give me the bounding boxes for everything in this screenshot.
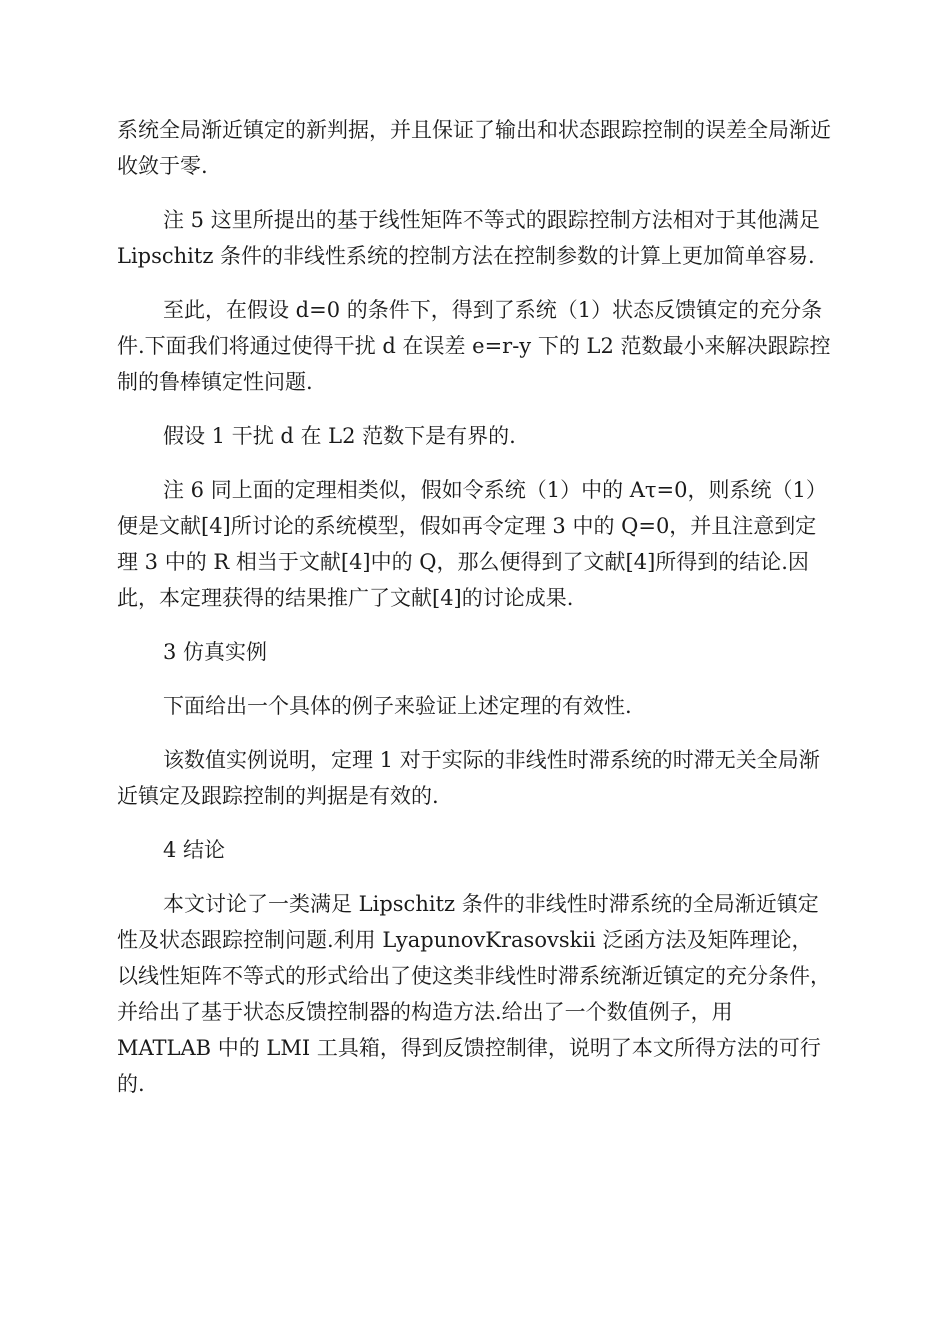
paragraph-example-result: 该数值实例说明，定理 1 对于实际的非线性时滞系统的时滞无关全局渐近镇定及跟踪控制的判据是有效的. — [117, 748, 820, 808]
paragraph-example-intro: 下面给出一个具体的例子来验证上述定理的有效性. — [163, 694, 632, 718]
document-body — [117, 112, 833, 1120]
paragraph-stabilization: 至此，在假设 d=0 的条件下，得到了系统（1）状态反馈镇定的充分条件.下面我们将通过使得干扰 d 在误差 e=r-y 下的 L2 范数最小来解决跟踪控制的鲁棒镇定性问题. — [117, 298, 831, 394]
paragraph-continuation: 系统全局渐近镇定的新判据，并且保证了输出和状态跟踪控制的误差全局渐近收敛于零. — [117, 118, 831, 178]
section-heading-conclusion: 4 结论 — [163, 838, 226, 862]
paragraph-note-6: 注 6 同上面的定理相类似，假如令系统（1）中的 Aτ=0，则系统（1）便是文献[4]所讨论的系统模型，假如再令定理 3 中的 Q=0，并且注意到定理 3 中的 R 相当于文献[4]中的 Q，那么便得到了文献[4]所得到的结论.因此，本定理获得的结果推广了文献[4]的讨论成果. — [117, 478, 827, 610]
section-heading-simulation: 3 仿真实例 — [163, 640, 268, 664]
paragraph-note-5: 注 5 这里所提出的基于线性矩阵不等式的跟踪控制方法相对于其他满足 Lipschitz 条件的非线性系统的控制方法在控制参数的计算上更加简单容易. — [117, 208, 820, 268]
paragraph-conclusion: 本文讨论了一类满足 Lipschitz 条件的非线性时滞系统的全局渐近镇定性及状态跟踪控制问题.利用 LyapunovKrasovskii 泛函方法及矩阵理论，以线性矩阵不等式的形式给出了使这类非线性时滞系统渐近镇定的充分条件，并给出了基于状态反馈控制器的构造方法.给出了一个数值例子，用 MATLAB 中的 LMI 工具箱，得到反馈控制律，说明了本文所得方法的可行的. — [117, 892, 831, 1096]
paragraph-assumption-1: 假设 1 干扰 d 在 L2 范数下是有界的. — [163, 424, 516, 448]
